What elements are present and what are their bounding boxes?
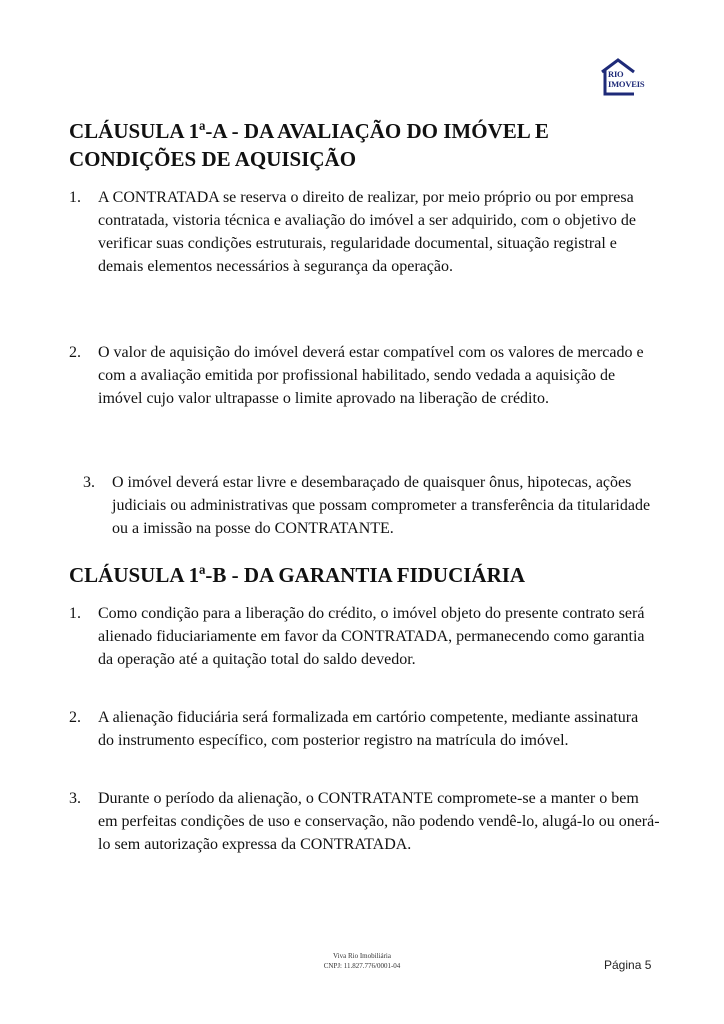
page-number: Página 5 bbox=[604, 958, 652, 972]
footer-company-info bbox=[300, 951, 424, 971]
section-b-item-2 bbox=[69, 706, 653, 752]
item-number: 2. bbox=[69, 709, 81, 726]
section-a-item-2 bbox=[69, 341, 661, 410]
item-number: 3. bbox=[83, 474, 95, 491]
section-b-item-1 bbox=[69, 602, 649, 671]
house-icon bbox=[598, 56, 652, 98]
section-a-item-1 bbox=[69, 186, 661, 278]
item-text: O valor de aquisição do imóvel deverá estar compatível com os valores de mercado e com a avaliação emitida por profissional habilitado, sendo vedada a aquisição de imóvel cujo valor ultrapasse o limite aprovado na liberação de crédito. bbox=[98, 344, 644, 407]
item-text: Durante o período da alienação, o CONTRATANTE compromete-se a manter o bem em perfeitas condições de uso e conservação, não podendo vendê-lo, alugá-lo ou onerá-lo sem autorização expressa da CONTRATADA. bbox=[98, 790, 660, 853]
item-number: 1. bbox=[69, 605, 81, 622]
logo-text-imoveis: IMOVEIS bbox=[608, 79, 645, 89]
item-text: O imóvel deverá estar livre e desembaraçado de quaisquer ônus, hipotecas, ações judiciais ou administrativas que possam comprometer a transferência da titularidade ou a imissão na posse do CONTRATANTE. bbox=[112, 474, 651, 537]
footer-company-name: Viva Rio Imobiliária bbox=[333, 952, 391, 960]
section-b-title: CLÁUSULA 1ª-B - DA GARANTIA FIDUCIÁRIA bbox=[69, 563, 526, 587]
section-b-item-3 bbox=[69, 787, 661, 856]
item-text: Como condição para a liberação do crédito, o imóvel objeto do presente contrato será alienado fiduciariamente em favor da CONTRATADA, permanecendo como garantia da operação até a quitação total do saldo devedor. bbox=[98, 605, 645, 668]
item-number: 1. bbox=[69, 189, 81, 206]
section-a-item-3 bbox=[83, 471, 661, 540]
logo-text-rio: RIO bbox=[608, 69, 624, 79]
item-number: 2. bbox=[69, 344, 81, 361]
section-a-title: CLÁUSULA 1ª-A - DA AVALIAÇÃO DO IMÓVEL E CONDIÇÕES DE AQUISIÇÃO bbox=[69, 119, 549, 171]
footer-cnpj: CNPJ: 11.827.776/0001-04 bbox=[323, 962, 401, 970]
company-logo bbox=[598, 56, 652, 98]
item-text: A alienação fiduciária será formalizada em cartório competente, mediante assinatura do instrumento específico, com posterior registro na matrícula do imóvel. bbox=[98, 709, 639, 749]
item-number: 3. bbox=[69, 790, 81, 807]
item-text: A CONTRATADA se reserva o direito de realizar, por meio próprio ou por empresa contratada, vistoria técnica e avaliação do imóvel a ser adquirido, com o objetivo de verificar suas condições estruturais, regularidade documental, situação registral e demais elementos necessários à segurança da operação. bbox=[98, 189, 637, 275]
